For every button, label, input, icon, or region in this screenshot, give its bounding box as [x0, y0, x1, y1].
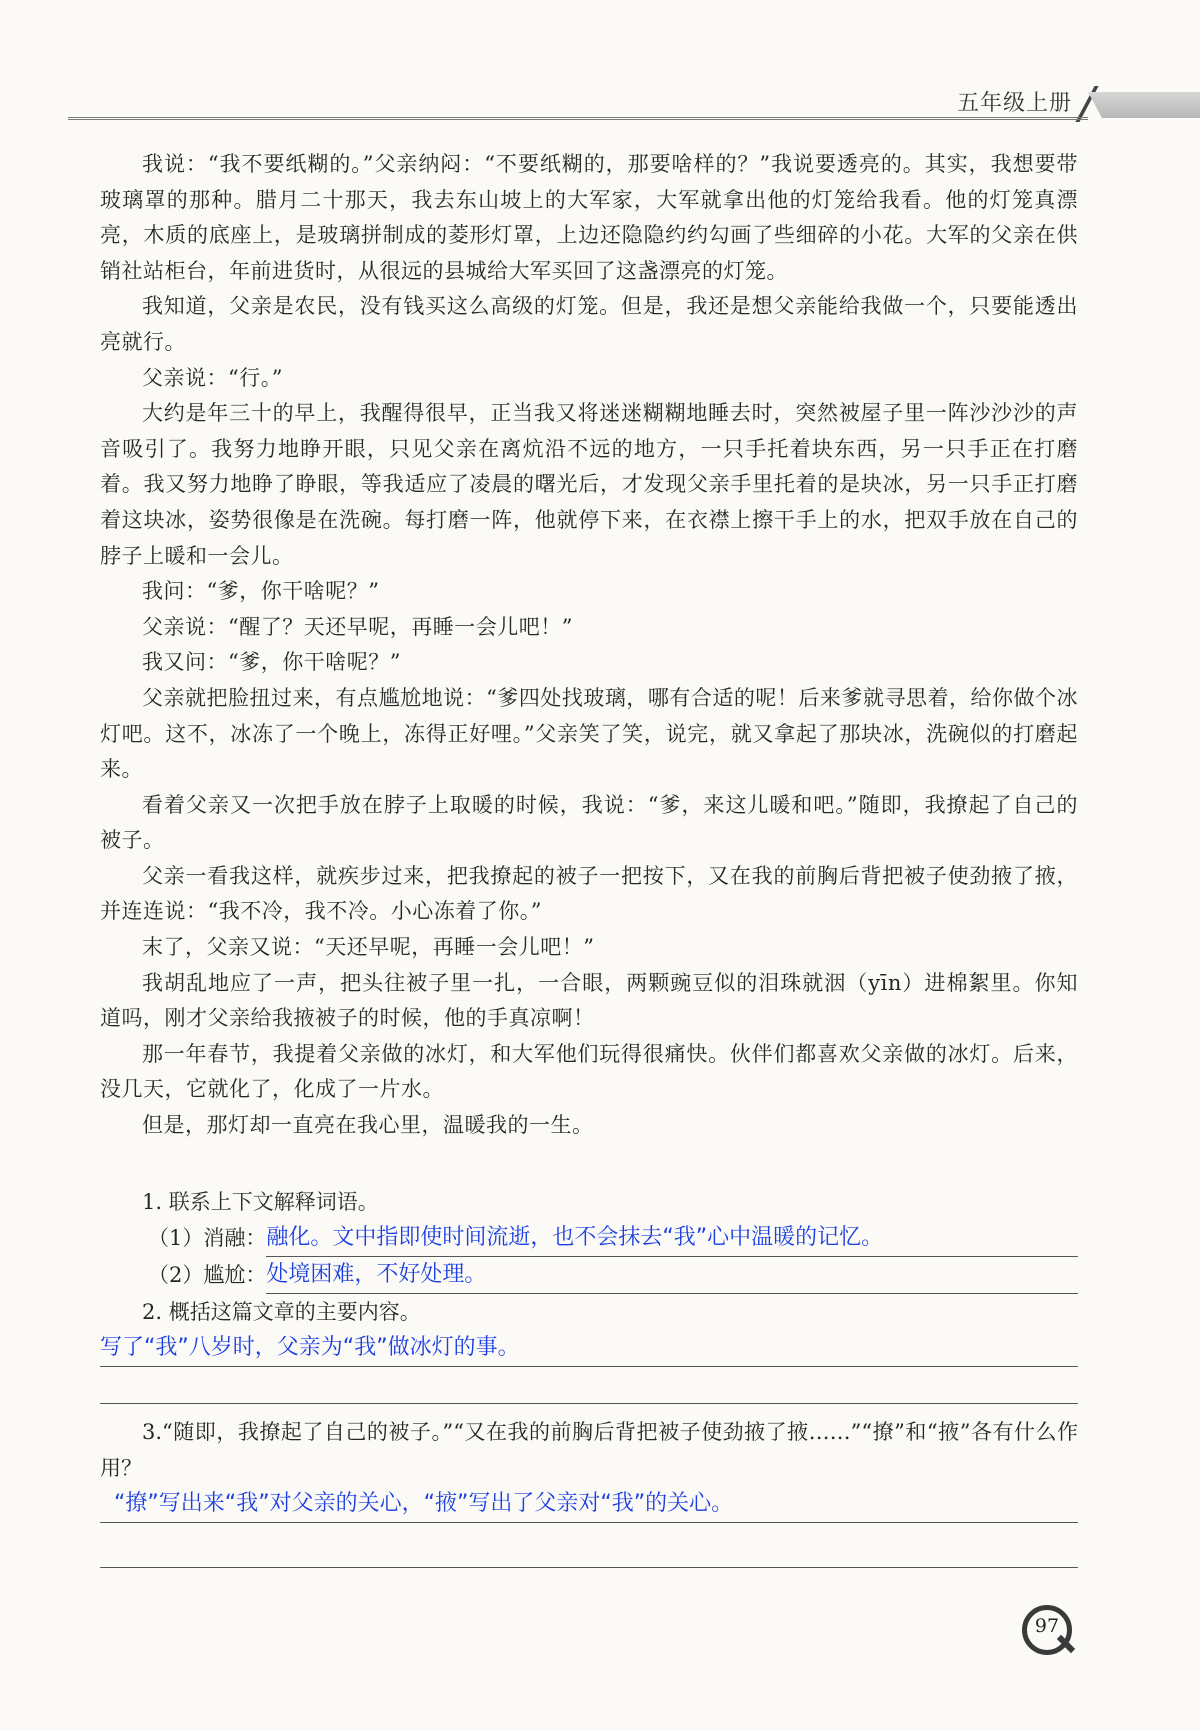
question-3-prompt: 3.“随即，我撩起了自己的被子。”“又在我的前胸后背把被子使劲掖了掖……”“撩”和“掖”各有什么作用？ [100, 1420, 1078, 1480]
question-3-blank-line[interactable] [100, 1523, 1078, 1568]
question-1-prompt: 1. 联系上下文解释词语。 [142, 1190, 379, 1214]
story-paragraph: 大约是年三十的早上，我醒得很早，正当我又将迷迷糊糊地睡去时，突然被屋子里一阵沙沙沙的声音吸引了。我努力地睁开眼，只见父亲在离炕沿不远的地方，一只手托着块东西，另一只手正在打磨着。我又努力地睁了睁眼，等我适应了凌晨的曙光后，才发现父亲手里托着的是块冰，另一只手正打磨着这块冰，姿势很像是在洗碗。每打磨一阵，他就停下来，在衣襟上擦干手上的水，把双手放在自己的脖子上暖和一会儿。 [100, 401, 1078, 568]
question-3-answer-field[interactable]: “撩”写出来“我”对父亲的关心，“掖”写出了父亲对“我”的关心。 [100, 1486, 1078, 1523]
story-paragraph: 我又问：“爹，你干啥呢？” [142, 650, 401, 675]
story-paragraph: 但是，那灯却一直亮在我心里，温暖我的一生。 [142, 1113, 594, 1138]
story-paragraph: 我知道，父亲是农民，没有钱买这么高级的灯笼。但是，我还是想父亲能给我做一个，只要能透出亮就行。 [100, 294, 1078, 354]
header-tab-decoration [1088, 92, 1200, 118]
grade-label: 五年级上册 [956, 91, 1072, 116]
story-text [100, 147, 1078, 1144]
story-paragraph: 我说：“我不要纸糊的。”父亲纳闷：“不要纸糊的，那要啥样的？”我说要透亮的。其实，我想要带玻璃罩的那种。腊月二十那天，我去东山坡上的大军家，大军就拿出他的灯笼给我看。他的灯笼真漂亮，木质的底座上，是玻璃拼制成的菱形灯罩，上边还隐隐约约勾画了些细碎的小花。大军的父亲在供销社站柜台，年前进货时，从很远的县城给大军买回了这盏漂亮的灯笼。 [100, 152, 1078, 283]
sub-2-label: （2）尴尬： [148, 1263, 267, 1287]
sub-1-label: （1）消融： [148, 1226, 267, 1250]
exercise-section [100, 1184, 1078, 1568]
question-1-sub-2 [100, 1257, 1078, 1294]
question-2-answer-field[interactable]: 写了“我”八岁时，父亲为“我”做冰灯的事。 [100, 1330, 1078, 1367]
question-1-sub-1 [100, 1220, 1078, 1257]
question-2-prompt: 2. 概括这篇文章的主要内容。 [142, 1300, 421, 1324]
page-number: 97 [1034, 1615, 1060, 1637]
story-paragraph: 父亲一看我这样，就疾步过来，把我撩起的被子一把按下，又在我的前胸后背把被子使劲掖了掖，并连连说：“我不冷，我不冷。小心冻着了你。” [100, 863, 1078, 924]
story-paragraph: 看着父亲又一次把手放在脖子上取暖的时候，我说：“爹，来这儿暖和吧。”随即，我撩起了自己的被子。 [100, 792, 1078, 853]
story-paragraph: 那一年春节，我提着父亲做的冰灯，和大军他们玩得很痛快。伙伴们都喜欢父亲做的冰灯。后来，没几天，它就化了，化成了一片水。 [100, 1041, 1078, 1102]
question-2-blank-line[interactable] [100, 1367, 1078, 1404]
story-paragraph: 我胡乱地应了一声，把头往被子里一扎，一合眼，两颗豌豆似的泪珠就洇（yīn）进棉絮里。你知道吗，刚才父亲给我掖被子的时候，他的手真凉啊！ [100, 970, 1078, 1031]
page-number-badge [1022, 1605, 1072, 1655]
story-paragraph: 父亲说：“行。” [142, 365, 283, 390]
sub-2-answer-field[interactable]: 处境困难，不好处理。 [266, 1257, 1078, 1294]
page-header [0, 0, 1200, 130]
story-paragraph: 我问：“爹，你干啥呢？” [142, 579, 380, 604]
story-paragraph: 父亲说：“醒了？天还早呢，再睡一会儿吧！” [142, 614, 573, 639]
story-paragraph: 末了，父亲又说：“天还早呢，再睡一会儿吧！” [142, 935, 595, 960]
header-rule [68, 117, 1088, 120]
story-paragraph: 父亲就把脸扭过来，有点尴尬地说：“爹四处找玻璃，哪有合适的呢！后来爹就寻思着，给你做个冰灯吧。这不，冰冻了一个晚上，冻得正好哩。”父亲笑了笑，说完，就又拿起了那块冰，洗碗似的打磨起来。 [100, 685, 1078, 782]
sub-1-answer-field[interactable]: 融化。文中指即使时间流逝，也不会抹去“我”心中温暖的记忆。 [266, 1220, 1078, 1257]
